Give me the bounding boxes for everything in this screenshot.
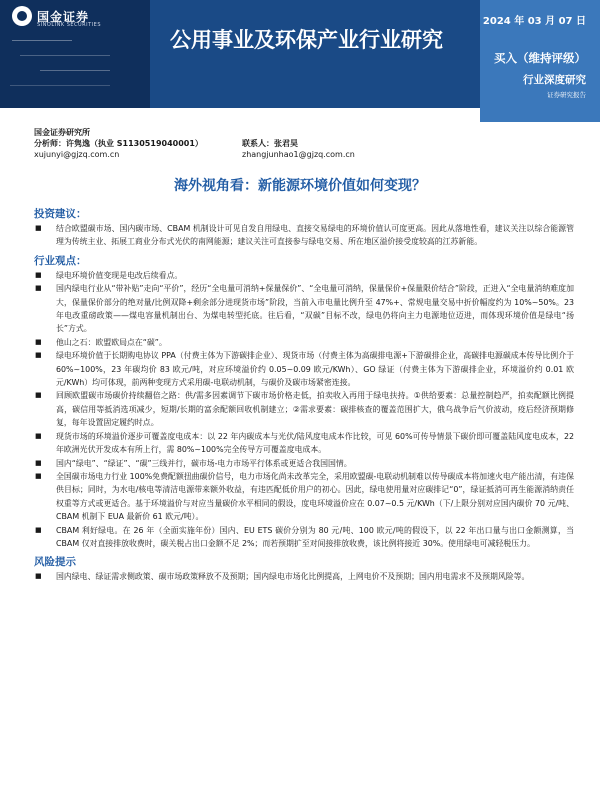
bullet-item: [34, 457, 574, 470]
analyst-role: 分析师：: [34, 139, 66, 148]
bullet-item: [34, 570, 574, 583]
bullet-item: [34, 470, 574, 524]
bullet-text: 国内绿电、绿证需求侧政策、碳市场政策释放不及预期；国内绿电市场化比例提高，上网电价不及预期；国内用电需求不及预期风险等。: [56, 572, 530, 582]
bullet-item: [34, 389, 574, 429]
bullet-item: [34, 222, 574, 249]
report-category: 证券研究报告: [547, 91, 586, 99]
bullet-item: [34, 269, 574, 282]
banner-decoration: [0, 108, 150, 122]
logo-icon: [12, 6, 32, 26]
square-bullet-icon: ■: [35, 431, 42, 440]
analyst-name: 张君昊: [274, 139, 298, 148]
banner-decoration: [20, 55, 110, 56]
banner-decoration: [10, 85, 110, 86]
analyst-email: xujunyi@gjzq.com.cn: [34, 150, 120, 159]
bullet-text: 国内“绿电”、“绿证”、“碳”三线并行，碳市场-电力市场平行体系或更适合我国国情。: [56, 458, 352, 468]
bullet-text: 绿电环境价值于长期购电协议 PPA（付费主体为下游碳排企业）、现货市场（付费主体为高碳排电源+下游碳排企业，高碳排电源碳成本传导比例介于 60%~100%，23 年碳均价 83 欧元/吨，对应环境溢价约 0.05~0.09 欧元/KWh）、GO 绿证（付费主体为下游碳排企业，环境溢价约 0.01 欧元/KWh）均可体现，前两种变现方式采用碳-电联动机制，与碳价及碳市场紧密连接。: [56, 351, 574, 388]
header-banner: [0, 0, 600, 122]
bullet-item: [34, 349, 574, 389]
square-bullet-icon: ■: [35, 458, 42, 467]
square-bullet-icon: ■: [35, 337, 42, 346]
square-bullet-icon: ■: [35, 471, 42, 480]
analyst-1: [34, 138, 242, 149]
banner-decoration: [40, 70, 110, 71]
bullet-text: 国内绿电行业从“带补贴”走向“平价”，经历“全电量可消纳+保量保价”、“全电量可消纳，保量保价+保量限价结合”阶段，正进入“全电量消纳难度加大，保量保价部分的绝对量/比例双降+剩余部分进现货市场”阶段，当前入市电量比例升至 47%+、常规电量交易中折价幅度约为 10%~50%。23 年电改重磅政策——煤电容量机制出台、为煤电转型托底。往后看，“双碳”目标不改，绿电仍将向主力电源地位迈进，而体现环境价值是绿电“扬长”方式。: [56, 284, 574, 334]
section-title-invest: 投资建议：: [34, 208, 87, 220]
email-row: [34, 149, 574, 160]
report-date: 2024 年 03 月 07 日: [482, 16, 586, 27]
logo-text: 国金证券: [37, 9, 90, 24]
report-body: [34, 206, 574, 584]
square-bullet-icon: ■: [35, 284, 42, 293]
bullet-text: 他山之石：欧盟欧局点在“碳”。: [56, 337, 167, 347]
section-title-views: 行业观点：: [34, 254, 87, 267]
analyst-row: [34, 138, 574, 149]
investment-rating: 买入（维持评级）: [494, 51, 586, 65]
square-bullet-icon: ■: [35, 351, 42, 360]
bullet-text: 全国碳市场电力行业 100%免费配额扭曲碳价信号，电力市场化尚未改革完全，采用欧盟碳-电联动机制难以传导碳成本将加速火电产能出清，有违保供目标；同时，为水电/核电等清洁电源带来额外收益，有违匹配低价用户的初心。因此，绿电使用量对应碳排记“0”，绿证抵消可再生能源消纳责任权重等方式或更适合。基于环境溢价与对应当量碳价水平相同的假设，度电环境溢价应在 0.07~0.5 元/KWh（下/上限分别对应国内碳价 70 元/吨、CBAM 机制下 EUA 最新价 61 欧元/吨）。: [56, 471, 574, 522]
bullet-text: 回顾欧盟碳市场碳价持续翻倍之路：供/需多因素调节下碳市场价格走低，拍卖收入再用于绿电扶持。①供给要素：总量控制趋严，拍卖配额比例提高，碳信用等抵消选项减少，短期/长期的富余配额回收机制建立；②需求要素：碳排核查的覆盖范围扩大，俄乌战争后气价波动，疫后经济预期修复，每年设置固定履约时点。: [56, 391, 574, 428]
bullet-text: 现货市场的环境溢价逐步可覆盖度电成本：以 22 年内碳成本与光伏/陆风度电成本作比较，可见 60%可传导情景下碳价即可覆盖陆风度电成本，22 年欧洲光伏开发成本有所上行，需 80%~100%完全传导方可覆盖度电成本。: [56, 431, 574, 455]
report-title: 公用事业及环保产业行业研究: [170, 28, 443, 52]
bullet-item: [34, 430, 574, 457]
bullet-item: [34, 336, 574, 349]
report-type: 行业深度研究: [523, 74, 586, 86]
banner-decoration: [12, 40, 72, 41]
analyst-info: [34, 127, 574, 160]
logo-subtitle: SINOLINK SECURITIES: [37, 22, 101, 28]
analyst-2: [242, 138, 298, 149]
analyst-role: 联系人：: [242, 139, 274, 148]
bullet-text: 绿电环境价值变现是电改后续看点。: [56, 270, 183, 280]
analyst-email: zhangjunhao1@gjzq.com.cn: [242, 150, 355, 159]
bullet-text: 结合欧盟碳市场、国内碳市场、CBAM 机制设计可见自发自用绿电、直接交易绿电的环境价值认可度更高。因此从落地性看，建议关注以综合能源管理为传统主业、拓展工商业分布式光伏的南网能源；建议关注可直接参与绿电交易、所在地区溢价接受度较高的江苏新能。: [56, 224, 574, 247]
square-bullet-icon: ■: [35, 391, 42, 400]
bullet-text: CBAM 利好绿电。在 26 年（全面实施年份）国内、EU ETS 碳价分别为 80 元/吨、100 欧元/吨的假设下，以 22 年出口量与出口金额测算，当 CBAM 仅对直接排放收费时，碳关税占出口金额不足 2%；而若预期扩至对间接排放收费，该比例将接近 30%。使用绿电可减轻税压力。: [56, 525, 574, 548]
square-bullet-icon: ■: [35, 572, 42, 581]
square-bullet-icon: ■: [35, 224, 42, 232]
square-bullet-icon: ■: [35, 270, 42, 279]
report-headline: 海外视角看：新能源环境价值如何变现？: [174, 178, 426, 194]
section-title-risk: 风险提示: [34, 556, 76, 569]
institute-name: 国金证券研究所: [34, 128, 90, 137]
square-bullet-icon: ■: [35, 525, 42, 534]
analyst-name: 许隽逸（执业 S1130519040001）: [66, 139, 203, 148]
bullet-item: [34, 524, 574, 551]
bullet-item: [34, 282, 574, 336]
